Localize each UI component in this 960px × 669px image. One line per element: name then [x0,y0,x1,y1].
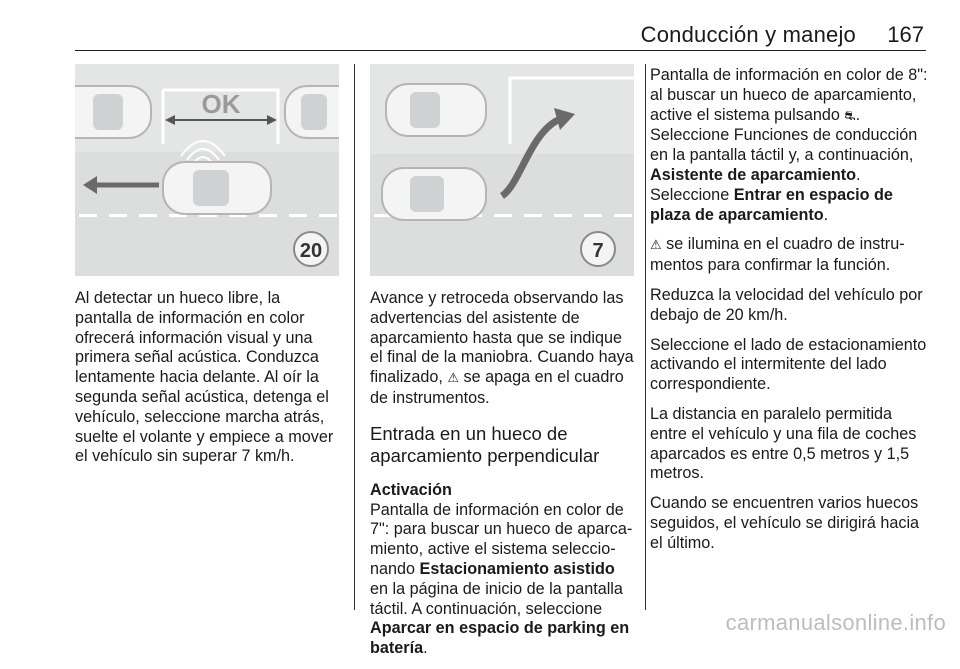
parking-warning-icon: ⚠ [650,238,662,254]
chapter-title: Conducción y manejo [640,22,856,47]
paragraph: Al detectar un hueco libre, la pantalla de información en color ofrecerá información visual y una primera señal acústica. Conduzca lentamente hacia delante. Al oír la segunda señal acústica, detenga el vehículo, seleccione marcha atrás, suelte el volante y empiece a mover el vehículo sin superar 7 km/h. [75,289,334,466]
parked-car [386,84,486,136]
figure-badge: 20 [299,240,323,262]
paragraph: Reduzca la velocidad del vehículo por debajo de 20 km/h. [650,285,923,324]
paragraph: La distancia en paralelo permitida entre el vehículo y una fila de coches aparcados es entre 0,5 metros y 1,5 metros. [650,404,917,483]
figure-perpendicular-parking [370,64,634,276]
paragraph: ⚠ se ilumina en el cuadro de instrumentos para confirmar la función. [650,235,905,275]
column-2 [370,289,634,669]
figure-parallel-parking [75,64,339,276]
parking-button-icon: ⛐ [844,108,856,124]
column-divider-2 [645,64,646,610]
moving-car [382,168,486,220]
subheading: Activación [370,480,452,499]
page-header [75,0,926,51]
section-heading: Entrada en un hueco de aparcamiento perpendicular [370,422,600,466]
parked-car-left [75,86,151,138]
column-divider-1 [354,64,355,610]
moving-car [163,162,271,214]
parking-warning-icon: ⚠ [447,371,460,387]
page-number: 167 [887,22,924,47]
paragraph: Pantalla de información en color de 7": para buscar un hueco de aparcamiento, active el sistema seleccionando Estacionamiento asistido en la página de inicio de la pantalla táctil. A continuación, seleccione Aparcar en espacio de parking en batería. [370,500,633,658]
figure-badge: 7 [592,240,604,262]
paragraph: Avance y retroceda observando las advertencias del asistente de aparcamiento hasta que se indique el final de la maniobra. Cuando haya finalizado, ⚠ se apaga en el cuadro de instrumentos. [370,289,634,407]
watermark: carmanualsonline.info [725,610,946,635]
paragraph: Cuando se encuentren varios huecos seguidos, el vehículo se dirigirá hacia el último. [650,494,920,552]
ok-label: OK [201,89,241,119]
paragraph: Pantalla de información en color de 8": al buscar un hueco de aparcamiento, active el sistema pulsando ⛐. Seleccione Funciones de conducción en la pantalla táctil y, a continuación, Asistente de aparcamiento. Seleccione Entrar en espacio de plaza de aparcamiento. [650,66,928,224]
column-3 [650,66,928,564]
column-1 [75,289,341,477]
paragraph: Seleccione el lado de estacionamiento activando el intermitente del lado correspondiente. [650,335,927,394]
parked-car-right [285,86,339,138]
